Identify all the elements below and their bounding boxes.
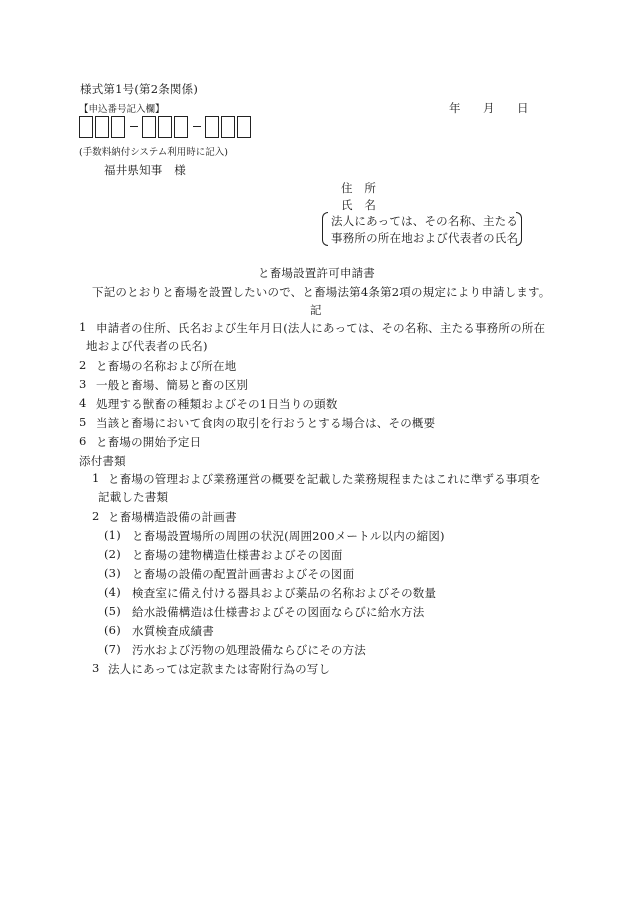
sub-attachment-number: (2)	[104, 547, 121, 561]
sub-attachment-text: 給水設備構造は仕様書およびその図面ならびに給水方法	[132, 605, 425, 619]
sub-attachment-text: 汚水および汚物の処理設備ならびにその方法	[132, 643, 366, 657]
item-text: 処理する獣畜の種類およびその1日当りの頭数	[96, 397, 338, 411]
attachment-text: 法人にあっては定款または寄附行為の写し	[108, 662, 331, 676]
bracket-right	[516, 212, 522, 246]
attachment-number: 1	[92, 471, 100, 485]
sub-attachment-number: (6)	[104, 623, 121, 637]
sub-attachment-number: (5)	[104, 604, 121, 618]
sub-attachment-text: 検査室に備え付ける器具および薬品の名称およびその数量	[132, 586, 437, 600]
item-number: 3	[79, 377, 87, 391]
corporate-note-line2: 事務所の所在地および代表者の氏名	[331, 231, 519, 245]
separator-dash	[193, 126, 201, 127]
document-title: と畜場設置許可申請書	[258, 266, 375, 280]
digit-box[interactable]	[79, 116, 93, 138]
application-number-label: 【申込番号記入欄】	[79, 104, 165, 115]
date-month: 月	[483, 101, 495, 115]
corporate-note-line1: 法人にあっては、その名称、主たる	[331, 214, 519, 228]
item-number: 4	[79, 396, 87, 410]
date-year: 年	[449, 101, 461, 115]
attachments-heading: 添付書類	[79, 454, 126, 468]
sub-attachment-number: (4)	[104, 585, 121, 599]
digit-box[interactable]	[174, 116, 188, 138]
item-text: と畜場の名称および所在地	[96, 359, 237, 373]
digit-box[interactable]	[237, 116, 251, 138]
sub-attachment-text: と畜場設置場所の周囲の状況(周囲200メートル以内の縮図)	[132, 529, 445, 543]
attachment-text: と畜場の管理および業務運営の概要を記載した業務規程またはこれに準ずる事項を	[108, 472, 541, 486]
address-label: 住 所	[341, 181, 377, 195]
item-number: 1	[79, 320, 87, 334]
date-day: 日	[517, 101, 529, 115]
digit-box[interactable]	[111, 116, 125, 138]
item-number: 5	[79, 415, 87, 429]
item-text-continued: 地および代表者の氏名)	[86, 339, 208, 353]
name-label: 氏 名	[341, 198, 377, 212]
digit-box[interactable]	[221, 116, 235, 138]
digit-box[interactable]	[142, 116, 156, 138]
item-number: 2	[79, 358, 87, 372]
digit-box[interactable]	[95, 116, 109, 138]
sub-attachment-text: と畜場の建物構造仕様書およびその図面	[132, 548, 343, 562]
item-text: 一般と畜場、簡易と畜の区別	[96, 378, 249, 392]
digit-box[interactable]	[205, 116, 219, 138]
attachment-text-continued: 記載した書類	[98, 490, 169, 504]
separator-dash	[130, 126, 138, 127]
sub-attachment-number: (7)	[104, 642, 121, 656]
form-number: 様式第1号(第2条関係)	[80, 82, 199, 96]
application-number-note: (手数料納付システム利用時に記入)	[79, 147, 228, 158]
sub-attachment-number: (1)	[104, 528, 121, 542]
digit-box[interactable]	[158, 116, 172, 138]
ki-heading: 記	[310, 303, 322, 317]
item-text: と畜場の開始予定日	[96, 435, 202, 449]
sub-attachment-number: (3)	[104, 566, 121, 580]
attachment-number: 3	[92, 661, 100, 675]
addressee: 福井県知事 様	[104, 163, 186, 177]
sub-attachment-text: 水質検査成績書	[132, 624, 214, 638]
attachment-text: と畜場構造設備の計画書	[108, 510, 237, 524]
attachment-number: 2	[92, 509, 100, 523]
bracket-left	[322, 212, 328, 246]
item-text: 当該と畜場において食肉の取引を行おうとする場合は、その概要	[96, 416, 436, 430]
item-number: 6	[79, 434, 87, 448]
intro-text: 下記のとおりと畜場を設置したいので、と畜場法第4条第2項の規定により申請します。	[92, 285, 551, 299]
item-text: 申請者の住所、氏名および生年月日(法人にあっては、その名称、主たる事務所の所在	[96, 321, 546, 335]
sub-attachment-text: と畜場の設備の配置計画書およびその図面	[132, 567, 355, 581]
